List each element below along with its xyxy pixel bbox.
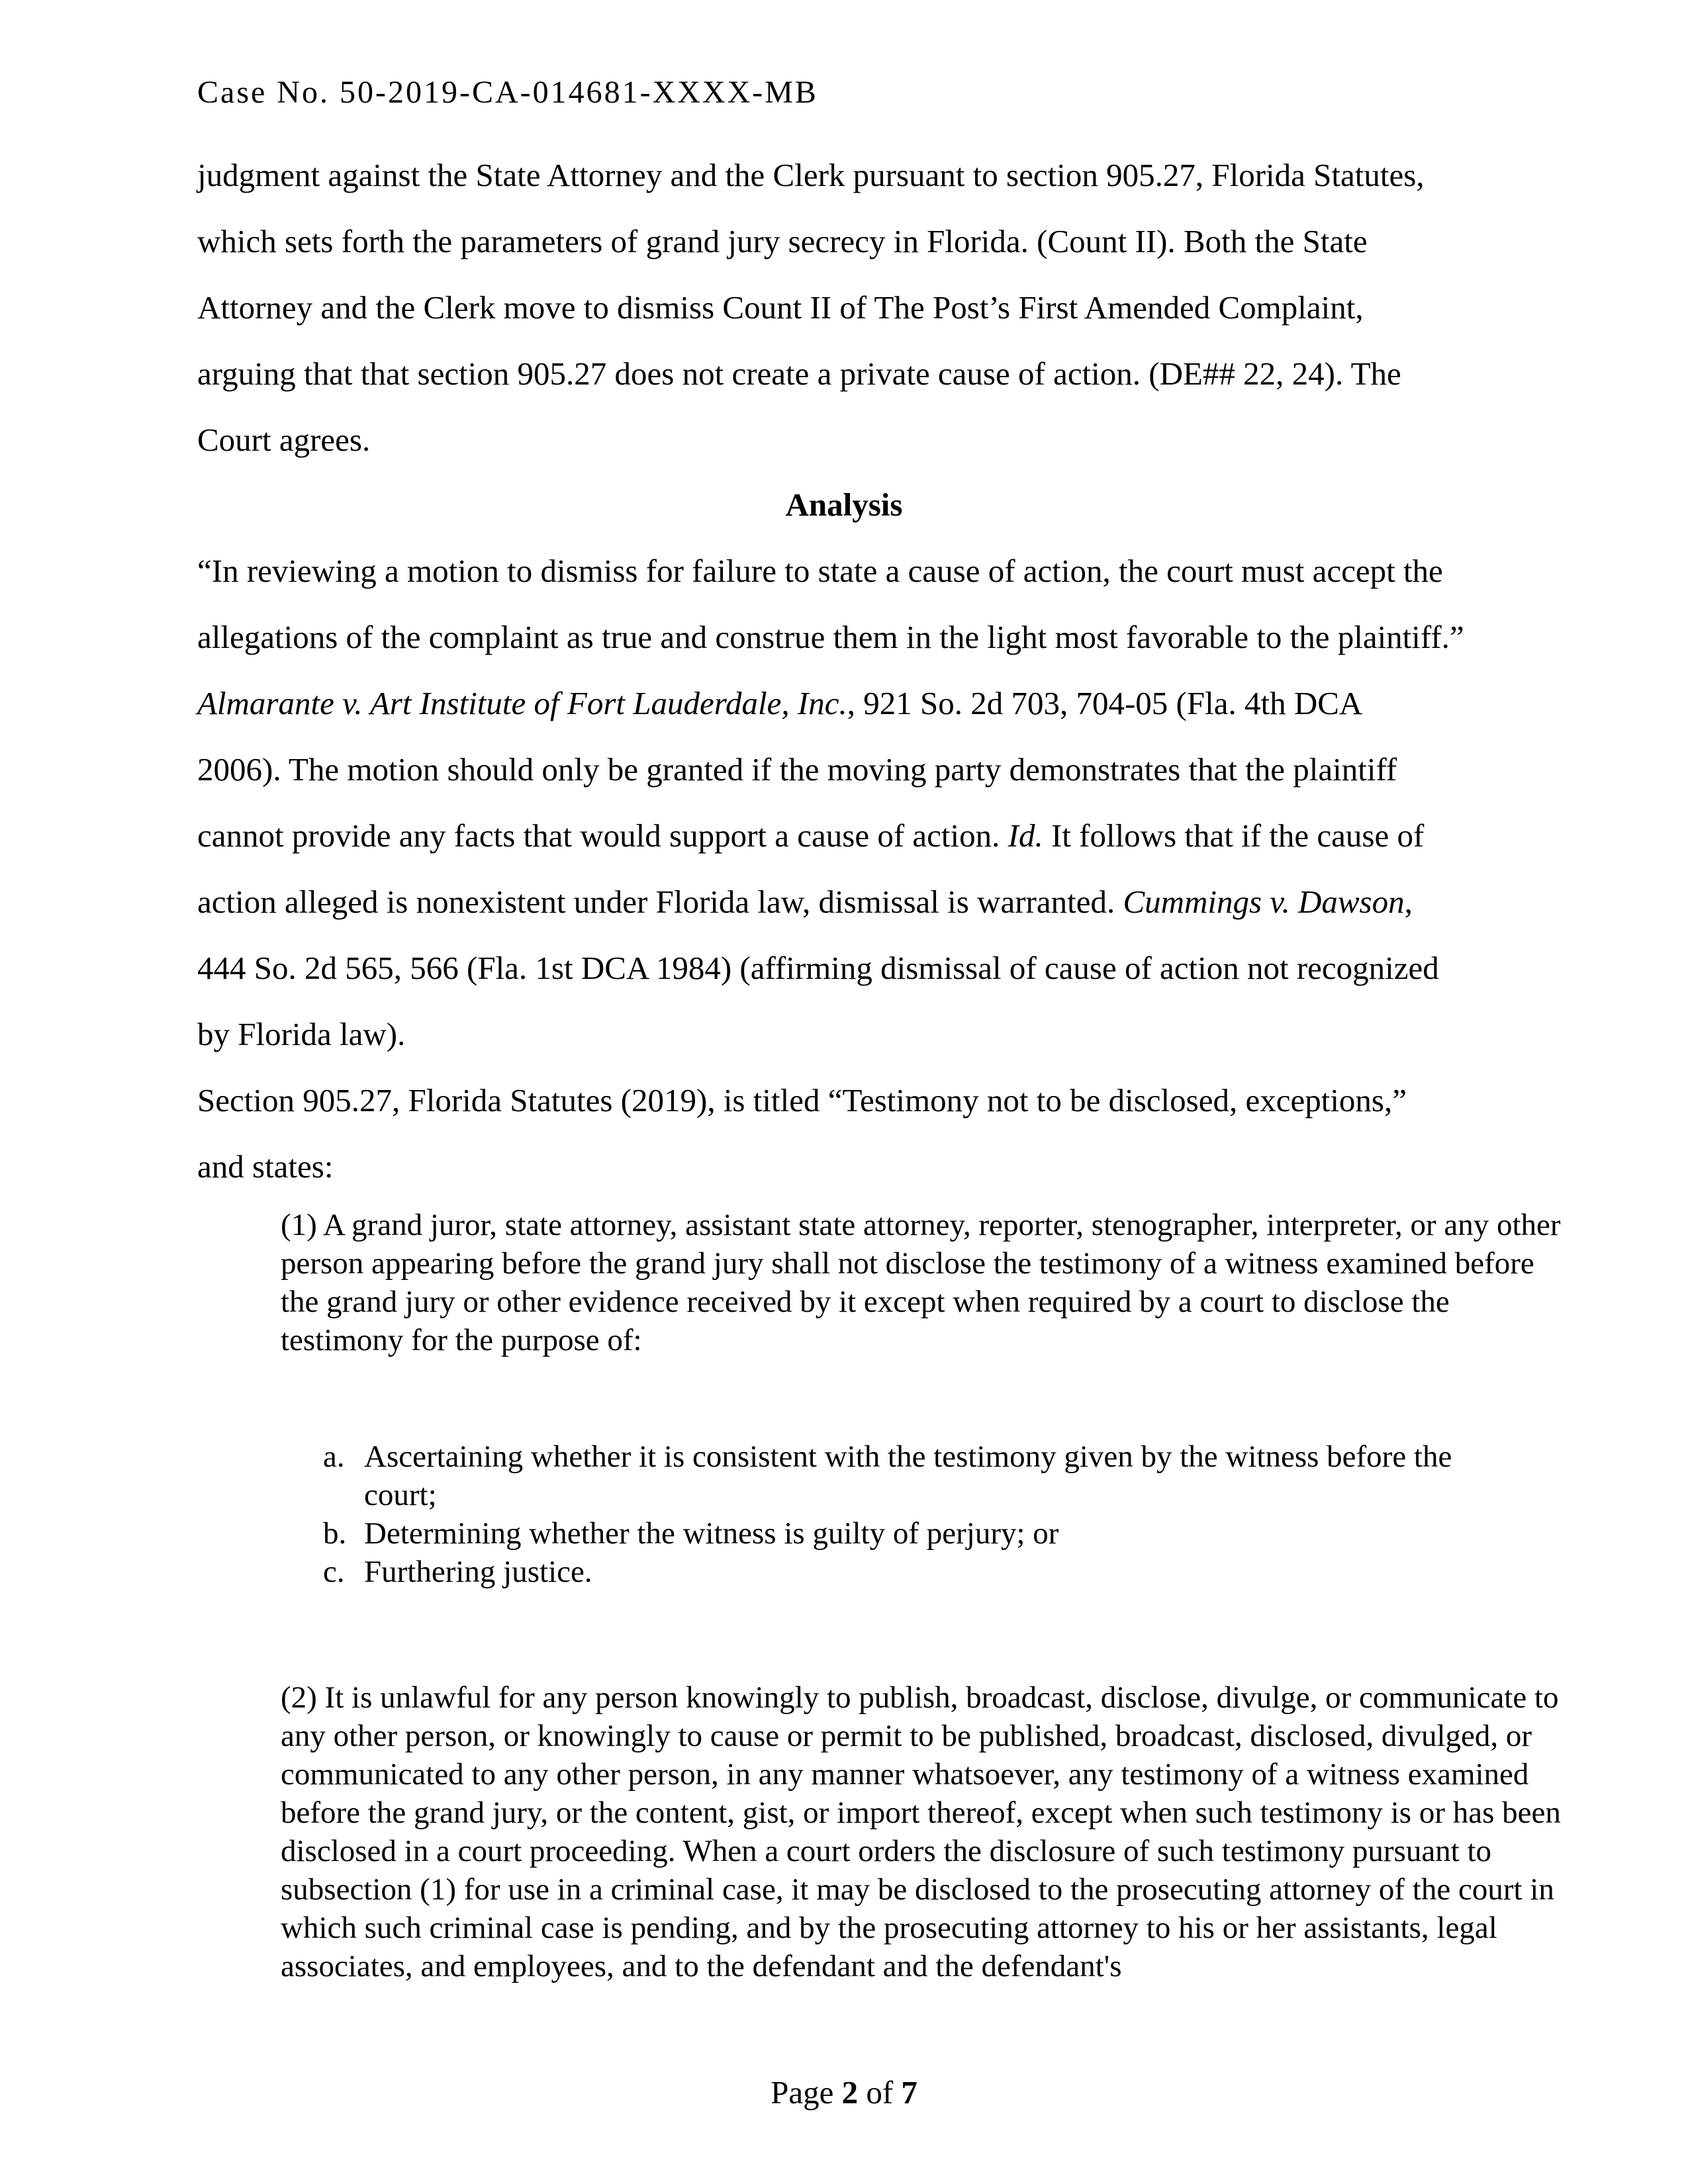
statute-subsection-2-text: (2) It is unlawful for any person knowingly to publish, broadcast, disclose, divulge, or communicate to any other person, or knowingly to cause or permit to be published, broadcast, disclosed, divulged, or communicated to any other person, in any manner whatsoever, any testimony of a witness examined before the grand jury, or the content, gist, or import thereof, except when such testimony is or has been disclosed in a court proceeding. When a court orders the disclosure of such testimony pursuant to subsection (1) for use in a criminal case, it may be disclosed to the prosecuting attorney of the court in which such criminal case is pending, and by the prosecuting attorney to his or her assistants, legal associates, and employees, and to the defendant and the defendant's — [281, 1680, 1561, 1983]
list-item — [323, 1437, 1515, 1514]
total-pages: 7 — [901, 2074, 917, 2111]
analysis-line-1: “In reviewing a motion to dismiss for failure to state a cause of action, the court must accept the — [197, 553, 1443, 589]
list-marker: b. — [323, 1516, 347, 1551]
current-page: 2 — [841, 2074, 859, 2111]
analysis-line-7: 444 So. 2d 565, 566 (Fla. 1st DCA 1984) (affirming dismissal of cause of action not recognized — [197, 950, 1439, 986]
page-number-footer — [0, 2073, 1688, 2111]
page-label: Page — [771, 2074, 842, 2111]
id-citation: Id. — [1008, 817, 1043, 854]
list-marker: c. — [323, 1555, 345, 1589]
statute-purpose-list — [323, 1437, 1515, 1591]
analysis-line-2: allegations of the complaint as true and construe them in the light most favorable to the plaintiff.” — [197, 619, 1464, 655]
list-marker: a. — [323, 1439, 345, 1474]
analysis-line-9: Section 905.27, Florida Statutes (2019), is titled “Testimony not to be disclosed, exceptions,” — [197, 1082, 1407, 1118]
intro-line-1: judgment against the State Attorney and the Clerk pursuant to section 905.27, Florida Statutes, — [197, 157, 1425, 193]
case-citation-almarante: Almarante v. Art Institute of Fort Lauderdale, Inc. — [197, 685, 847, 721]
intro-line-4: arguing that that section 905.27 does not create a private cause of action. (DE## 22, 24). The — [197, 355, 1401, 392]
analysis-line-5 — [197, 817, 1424, 854]
list-item-text: Determining whether the witness is guilty of perjury; or — [364, 1516, 1059, 1551]
text-segment: , — [1404, 884, 1413, 920]
statute-subsection-1-text: (1) A grand juror, state attorney, assistant state attorney, reporter, stenographer, interpreter, or any other person appearing before the grand jury shall not disclose the testimony of a witness examined before the grand jury or other evidence received by it except when required by a court to disclose the testimony for the purpose of: — [281, 1208, 1561, 1357]
analysis-line-10: and states: — [197, 1148, 334, 1185]
list-item — [323, 1553, 1515, 1591]
citation-reporter: , 921 So. 2d 703, 704-05 (Fla. 4th DCA — [847, 685, 1363, 721]
text-segment: action alleged is nonexistent under Florida law, dismissal is warranted. — [197, 884, 1123, 920]
case-number-header: Case No. 50-2019-CA-014681-XXXX-MB — [197, 75, 818, 110]
intro-line-5: Court agrees. — [197, 422, 371, 458]
analysis-line-6 — [197, 883, 1413, 921]
intro-line-2: which sets forth the parameters of grand jury secrecy in Florida. (Count II). Both the State — [197, 223, 1368, 259]
analysis-heading: Analysis — [785, 486, 903, 523]
list-item-text: Furthering justice. — [364, 1555, 592, 1589]
list-item-text: Ascertaining whether it is consistent with the testimony given by the witness before the court; — [364, 1439, 1452, 1512]
statute-subsection-2 — [281, 1678, 1578, 1985]
intro-line-3: Attorney and the Clerk move to dismiss Count II of The Post’s First Amended Complaint, — [197, 289, 1364, 326]
analysis-line-8: by Florida law). — [197, 1016, 406, 1052]
statute-subsection-1 — [281, 1206, 1578, 1359]
text-segment: It follows that if the cause of — [1043, 817, 1425, 854]
analysis-line-4: 2006). The motion should only be granted if the moving party demonstrates that the plaintiff — [197, 751, 1397, 788]
case-citation-cummings: Cummings v. Dawson — [1123, 884, 1405, 920]
text-segment: cannot provide any facts that would support a cause of action. — [197, 817, 1008, 854]
analysis-line-3 — [197, 684, 1362, 722]
list-item — [323, 1514, 1515, 1553]
page-separator: of — [858, 2074, 902, 2111]
